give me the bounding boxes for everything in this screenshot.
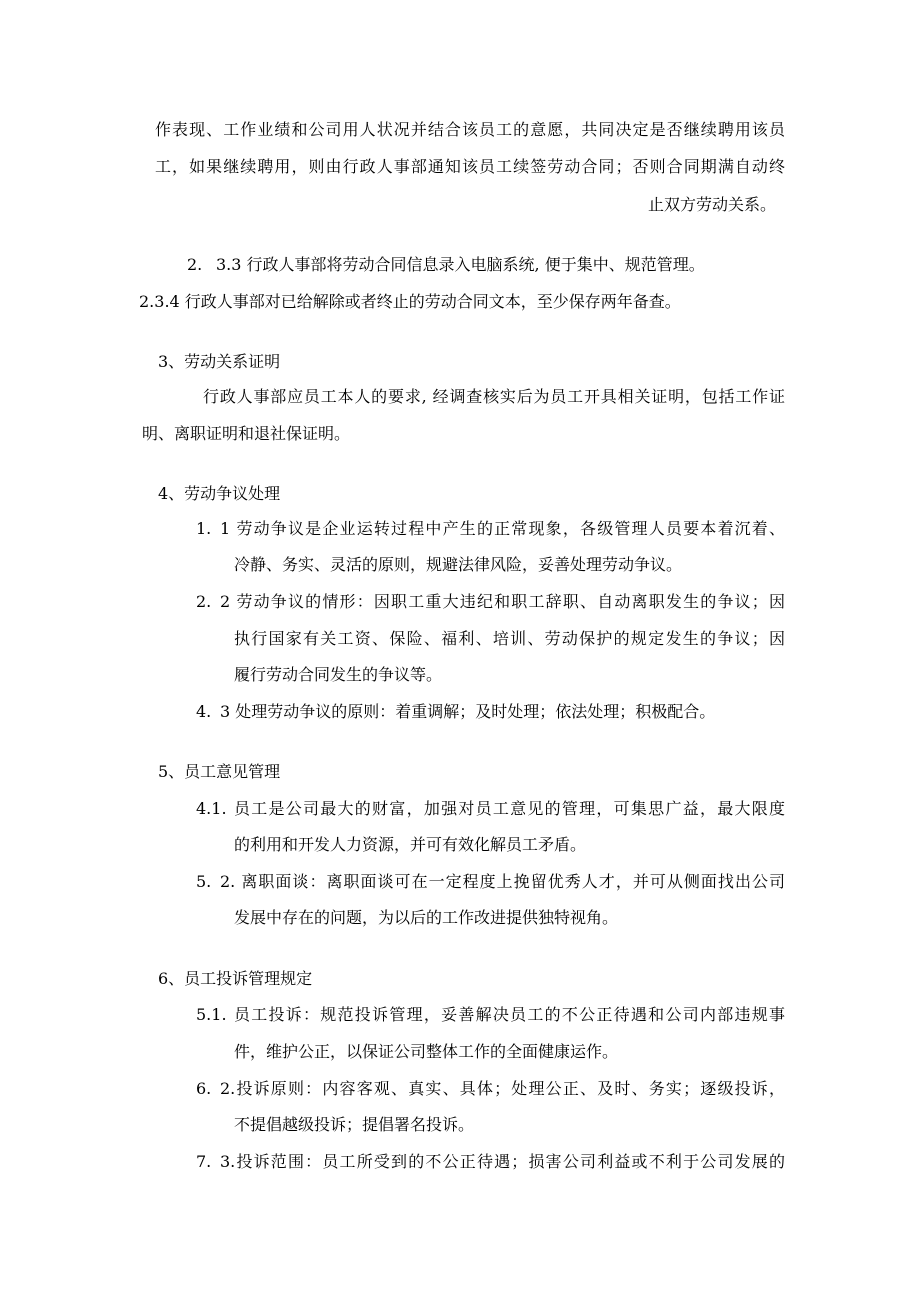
section-4-item-3-number: 4. bbox=[196, 702, 212, 721]
clause-233-number: 2. bbox=[187, 255, 203, 274]
section-6-item-1-number: 5.1. bbox=[196, 1005, 227, 1024]
section-3-heading: 3、劳动关系证明 bbox=[158, 352, 281, 371]
section-4-item-1-line-1: 1 劳动争议是企业运转过程中产生的正常现象，各级管理人员要本着沉着、 bbox=[220, 519, 785, 538]
section-6-item-3-number: 7. bbox=[196, 1152, 212, 1171]
section-6-heading: 6、员工投诉管理规定 bbox=[158, 969, 313, 988]
section-6-item-3-line-1: 3.投诉范围：员工所受到的不公正待遇；损害公司利益或不利于公司发展的 bbox=[220, 1152, 785, 1171]
section-4-item-2-line-1: 2 劳动争议的情形：因职工重大违纪和职工辞职、自动离职发生的争议；因 bbox=[220, 592, 785, 611]
section-6-item-2-line-2: 不提倡越级投诉；提倡署名投诉。 bbox=[234, 1115, 475, 1134]
section-4-item-3-line-1: 3 处理劳动争议的原则：着重调解；及时处理；依法处理；积极配合。 bbox=[220, 702, 716, 721]
section-5-item-1-number: 4.1. bbox=[196, 799, 227, 818]
section-5-heading: 5、员工意见管理 bbox=[158, 762, 281, 781]
section-4-item-1-number: 1. bbox=[196, 519, 212, 538]
section-6-item-2-number: 6. bbox=[196, 1079, 212, 1098]
intro-line-3: 止双方劳动关系。 bbox=[648, 195, 777, 214]
section-5-item-2-number: 5. bbox=[196, 872, 212, 891]
section-4-item-1-line-2: 冷静、务实、灵活的原则，规避法律风险，妥善处理劳动争议。 bbox=[234, 555, 683, 574]
section-4-item-2-line-2: 执行国家有关工资、保险、福利、培训、劳动保护的规定发生的争议；因 bbox=[234, 629, 785, 648]
section-5-item-1-line-1: 员工是公司最大的财富，加强对员工意见的管理，可集思广益，最大限度 bbox=[234, 799, 785, 818]
clause-233-text: 3.3 行政人事部将劳动合同信息录入电脑系统, 便于集中、规范管理。 bbox=[216, 255, 705, 274]
clause-234-text: 2.3.4 行政人事部对已给解除或者终止的劳动合同文本，至少保存两年备查。 bbox=[139, 292, 681, 311]
section-6-item-1-line-2: 件，维护公正，以保证公司整体工作的全面健康运作。 bbox=[234, 1042, 619, 1061]
section-5-item-2-line-2: 发展中存在的问题，为以后的工作改进提供独特视角。 bbox=[234, 908, 619, 927]
section-6-item-1-line-1: 员工投诉：规范投诉管理，妥善解决员工的不公正待遇和公司内部违规事 bbox=[234, 1005, 785, 1024]
section-5-item-1-line-2: 的利用和开发人力资源，并可有效化解员工矛盾。 bbox=[234, 835, 587, 854]
intro-line-2: 工，如果继续聘用，则由行政人事部通知该员工续签劳动合同；否则合同期满自动终 bbox=[155, 157, 785, 176]
section-5-item-2-line-1: 2. 离职面谈：离职面谈可在一定程度上挽留优秀人才，并可从侧面找出公司 bbox=[220, 872, 785, 891]
section-3-line-1: 行政人事部应员工本人的要求, 经调查核实后为员工开具相关证明，包括工作证 bbox=[203, 387, 785, 406]
section-4-item-2-line-3: 履行劳动合同发生的争议等。 bbox=[234, 665, 443, 684]
section-4-heading: 4、劳动争议处理 bbox=[158, 484, 281, 503]
section-4-item-2-number: 2. bbox=[196, 592, 212, 611]
section-6-item-2-line-1: 2.投诉原则：内容客观、真实、具体；处理公正、及时、务实；逐级投诉， bbox=[220, 1079, 785, 1098]
intro-line-1: 作表现、工作业绩和公司用人状况并结合该员工的意愿，共同决定是否继续聘用该员 bbox=[155, 120, 785, 139]
section-3-line-2: 明、离职证明和退社保证明。 bbox=[142, 424, 351, 443]
